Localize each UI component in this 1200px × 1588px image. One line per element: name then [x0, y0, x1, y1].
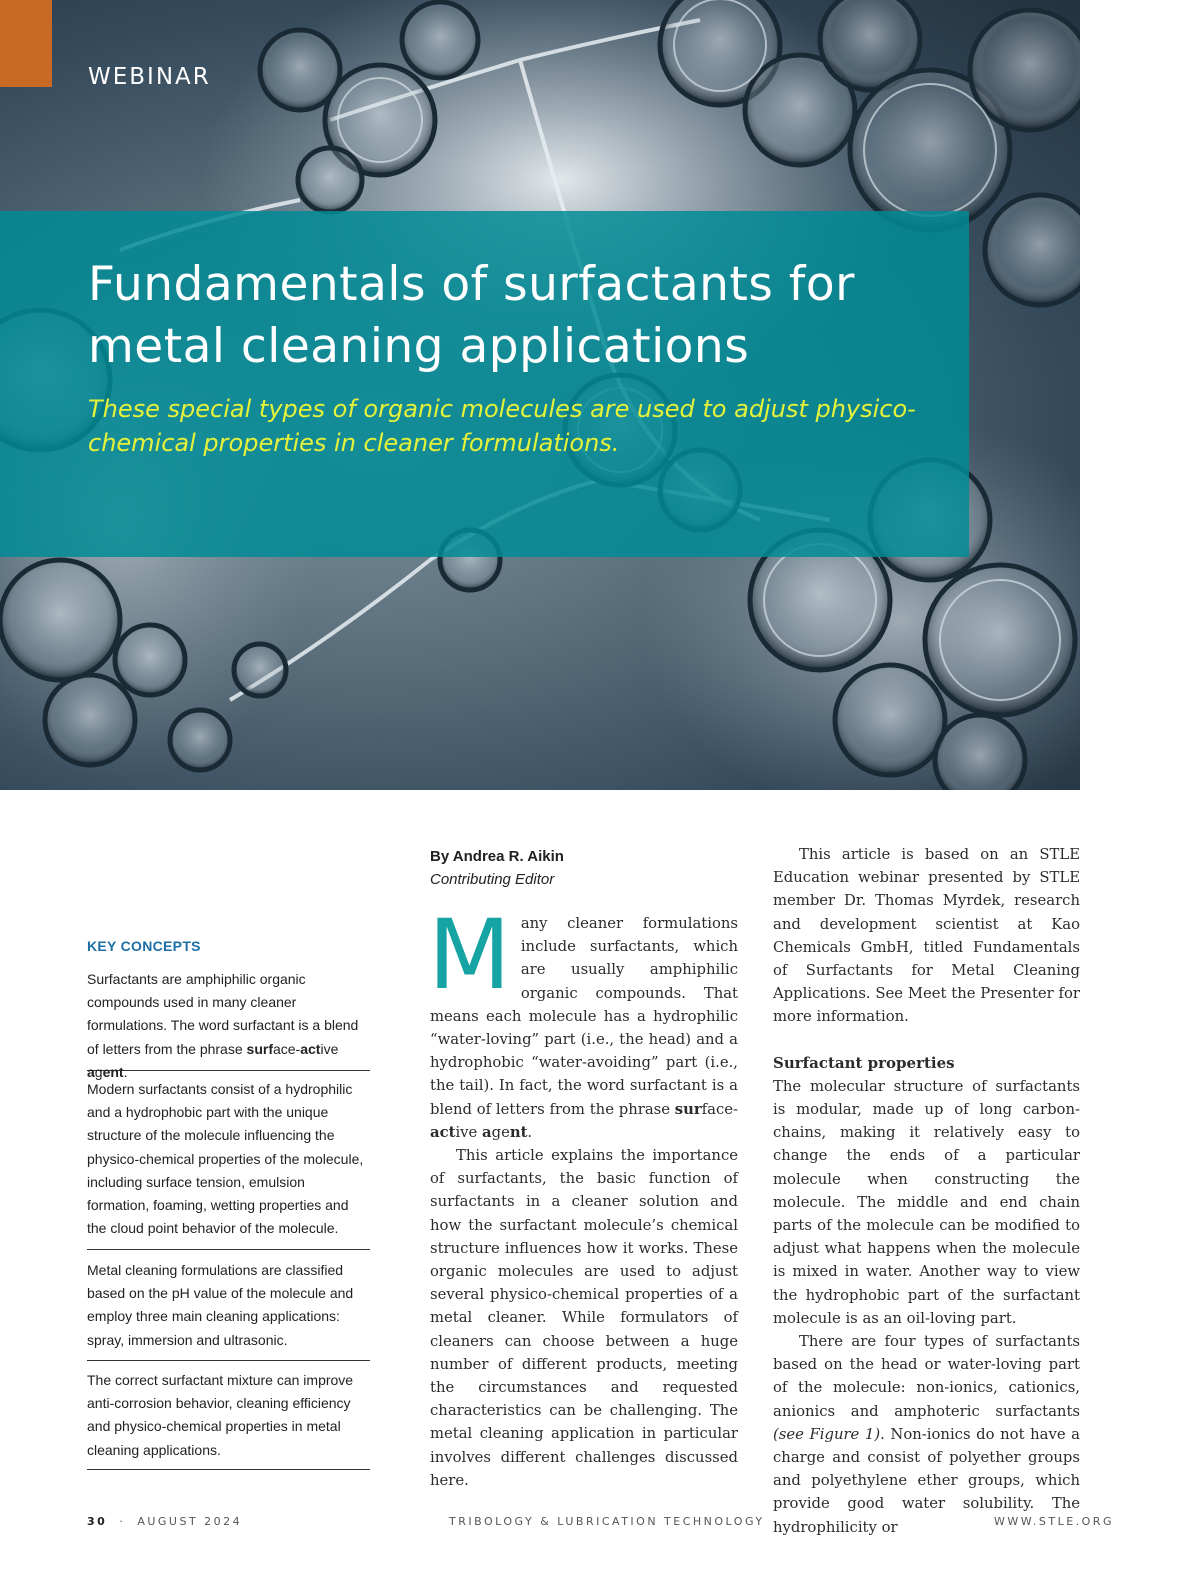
- key-concept-text: Surfactants are amphiphilic organic compounds used in many cleaner formulations. The word surfactant is a blend of letters from the phrase: [87, 971, 359, 1057]
- issue-date: AUGUST 2024: [137, 1515, 243, 1528]
- paragraph-text: . Non-ionics do not have a charge and consist of polyether groups and polyethylene ether groups, which provide good water solubility. The hydrophilicity or: [773, 1425, 1080, 1536]
- key-concept-item: Metal cleaning formulations are classified based on the pH value of the molecule and employ three main cleaning applications: spray, immersion and ultrasonic.: [87, 1259, 370, 1361]
- key-concept-item: [87, 968, 370, 1080]
- article-column-1: [428, 899, 738, 1492]
- text-fragment: .: [123, 1063, 128, 1080]
- section-accent-tab: [0, 0, 52, 87]
- bold-fragment: act: [300, 1040, 321, 1057]
- byline: [430, 845, 564, 891]
- footer-left: [87, 1515, 242, 1528]
- website-link[interactable]: WWW.STLE.ORG: [994, 1515, 1114, 1528]
- key-concept-item: The correct surfactant mixture can improve anti-corrosion behavior, cleaning efficiency and physico-chemical properties in metal cleaning applications.: [87, 1369, 370, 1470]
- bold-fragment: surf: [246, 1040, 273, 1057]
- title-line-1: Fundamentals of surfactants for: [88, 257, 855, 312]
- page-number: 30: [87, 1515, 108, 1528]
- paragraph-text: There are four types of surfactants based on the head or water-loving part of the molecule: non-ionics, cationics, anionics and amphoteric surfactants: [773, 1333, 1080, 1420]
- section-subheading: Surfactant properties: [773, 1053, 955, 1072]
- bold-fragment: nt: [509, 1123, 528, 1141]
- article-subtitle: These special types of organic molecules are used to adjust physico-chemical properties in cleaner formulations.: [88, 395, 916, 457]
- key-concepts-heading: KEY CONCEPTS: [87, 938, 201, 954]
- article-paragraph: This article is based on an STLE Education webinar presented by STLE member Dr. Thomas Myrdek, research and development scientist at Kao Chemicals GmbH, titled Fundamentals of Surfactants for Metal Cleaning Applications. See Meet the Presenter for more information.: [773, 846, 1080, 1026]
- article-title: [88, 254, 948, 378]
- author-name: By Andrea R. Aikin: [430, 848, 564, 865]
- text-fragment: g: [94, 1063, 103, 1080]
- footer-separator: ·: [119, 1515, 126, 1528]
- article-paragraph: The molecular structure of surfactants is modular, made up of long carbon-chains, making it relatively easy to change the ends of a particular molecule when constructing the molecule. The middle and end chain parts of the molecule can be modified to adjust what happens when the molecule is mixed in water. Another way to view the hydrophobic part of the surfactant molecule is as an oil-loving part.: [773, 1077, 1080, 1327]
- bold-fragment: sur: [674, 1100, 702, 1118]
- author-role: Contributing Editor: [430, 871, 555, 888]
- article-paragraph: [428, 899, 738, 1144]
- figure-reference: (see Figure 1): [773, 1425, 881, 1443]
- key-concept-item: Modern surfactants consist of a hydrophilic and a hydrophobic part with the unique structure of the molecule influencing the physico-chemical properties of the molecule, including surface tension, emulsion formation, foaming, wetting properties and the cloud point behavior of the molecule.: [87, 1078, 370, 1250]
- text-fragment: ace-: [272, 1040, 301, 1057]
- text-fragment: ive: [320, 1040, 339, 1057]
- publication-name: TRIBOLOGY & LUBRICATION TECHNOLOGY: [449, 1515, 765, 1528]
- article-column-2: [773, 843, 1080, 1539]
- section-label: WEBINAR: [88, 64, 211, 90]
- bold-fragment: act: [430, 1123, 456, 1141]
- paragraph-text: any cleaner formulations include surfactants, which are usually amphiphilic organic compounds. That means each molecule has a hydrophilic “water-loving” part (i.e., the head) and a hydrophobic “water-avoiding” part (i.e., the tail). In fact, the word surfactant is a blend of letters from the phrase: [430, 915, 738, 1118]
- bold-fragment: a: [482, 1123, 492, 1141]
- drop-cap: M: [428, 899, 511, 1011]
- article-paragraph: This article explains the importance of surfactants, the basic function of surfactants in a cleaner solution and how the surfactant molecule’s chemical structure influences how it works. These organic molecules are used to adjust several physico-chemical properties of a metal cleaner. While formulators of cleaners can choose between a huge number of different products, meeting the circumstances and requested characteristics can be challenging. The metal cleaning application in particular involves different challenges discussed here.: [430, 1147, 738, 1489]
- text-fragment: ge: [491, 1123, 510, 1141]
- text-fragment: face-: [701, 1100, 738, 1118]
- bold-fragment: a: [87, 1063, 95, 1080]
- title-line-2: metal cleaning applications: [88, 319, 750, 374]
- text-fragment: ive: [455, 1123, 482, 1141]
- article-paragraph: [773, 1330, 1080, 1539]
- text-fragment: .: [527, 1123, 533, 1141]
- bold-fragment: ent: [102, 1063, 124, 1080]
